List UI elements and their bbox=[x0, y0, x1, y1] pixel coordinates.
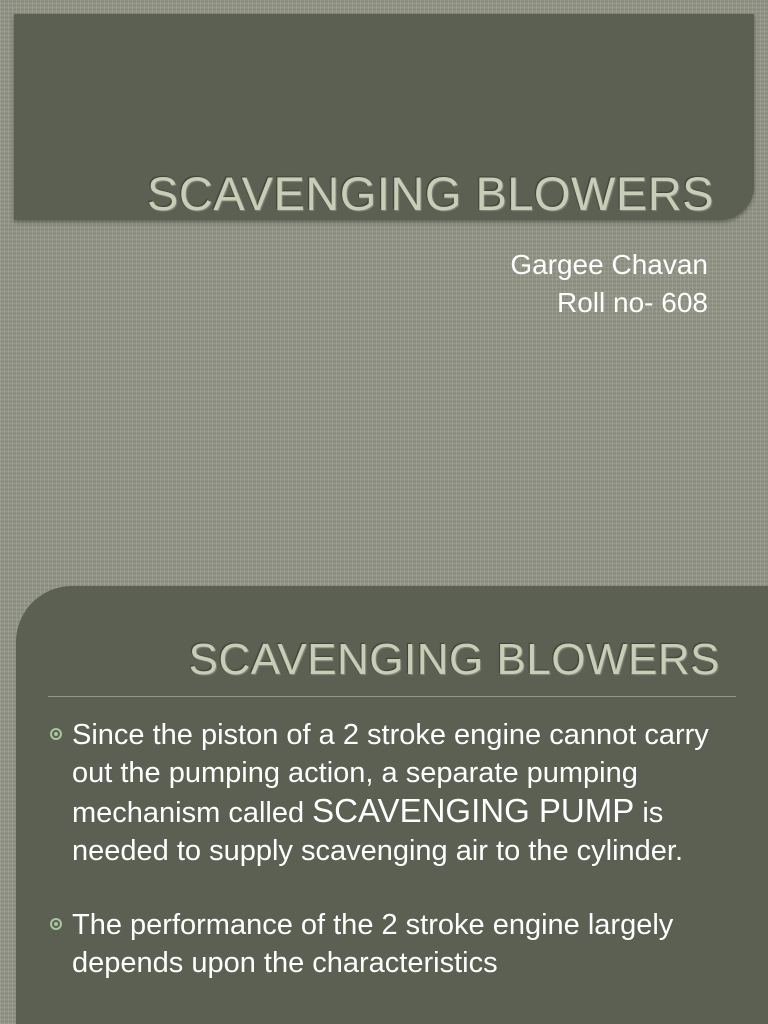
bullet-list bbox=[48, 716, 748, 1018]
title-panel bbox=[14, 14, 754, 220]
content-panel bbox=[16, 586, 768, 1024]
author-name: Gargee Chavan bbox=[510, 249, 708, 280]
bullet-text-start: Since the piston of a 2 stroke engine cannot carry out the pumping action, a separate pumping mechanism called bbox=[72, 719, 709, 829]
bullet-item bbox=[48, 906, 748, 982]
circle-bullet-icon bbox=[50, 728, 62, 740]
content-slide-title: SCAVENGING BLOWERS bbox=[188, 635, 720, 684]
title-divider bbox=[48, 696, 736, 697]
bullet-text: The performance of the 2 stroke engine largely depends upon the characteristics bbox=[72, 909, 674, 979]
roll-number: Roll no- 608 bbox=[557, 287, 708, 318]
slide-title: SCAVENGING BLOWERS bbox=[146, 167, 714, 220]
subtitle-block bbox=[510, 246, 708, 322]
content-slide bbox=[0, 586, 768, 1024]
bullet-item bbox=[48, 716, 748, 870]
bullet-emphasis: SCAVENGING PUMP bbox=[312, 792, 635, 829]
circle-bullet-icon bbox=[50, 918, 62, 930]
bullet-text-end: is needed to supply scavenging air to the cylinder. bbox=[72, 797, 684, 867]
